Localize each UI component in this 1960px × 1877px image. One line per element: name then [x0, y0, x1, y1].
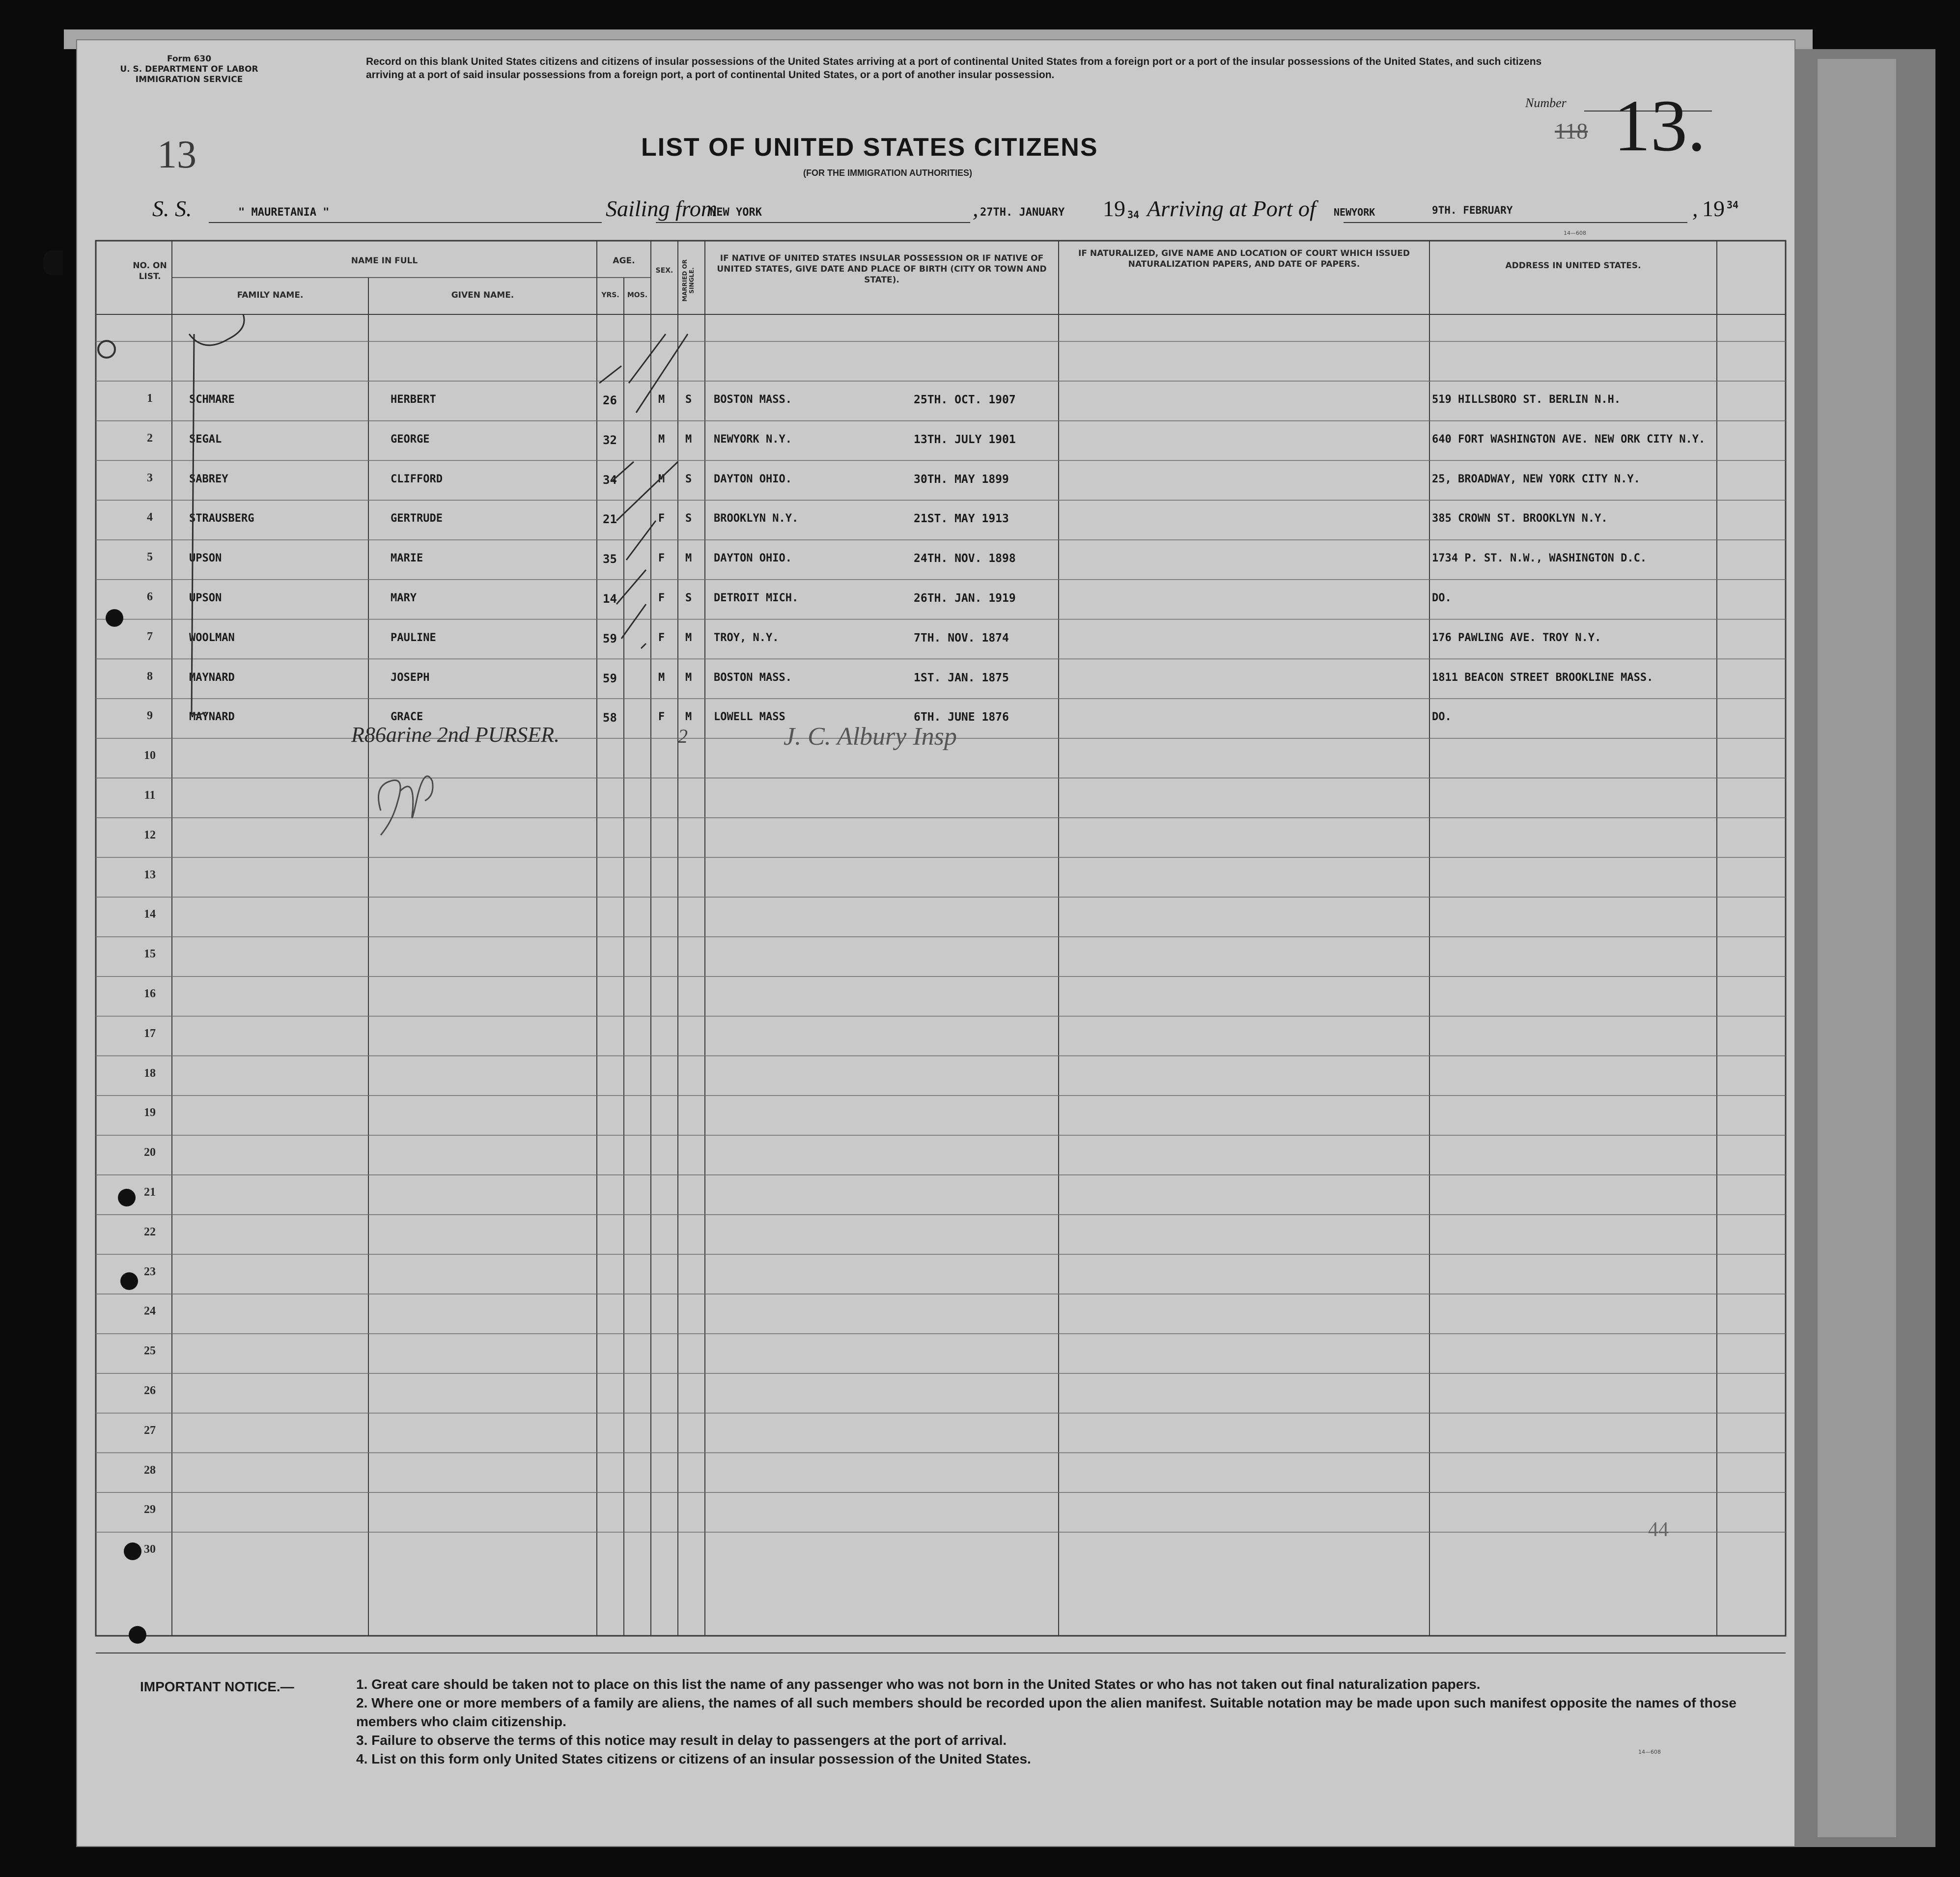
row-number: 29	[144, 1503, 156, 1516]
crossed-number: 118	[1555, 118, 1588, 143]
cell-date: 21ST. MAY 1913	[914, 512, 1009, 526]
cell-age: 59	[603, 631, 617, 645]
cell-age: 35	[603, 552, 617, 566]
form-service: IMMIGRATION SERVICE	[135, 75, 243, 84]
cell-address: 25, BROADWAY, NEW YORK CITY N.Y.	[1432, 473, 1640, 485]
row-number: 18	[144, 1066, 156, 1080]
row-number: 13	[144, 868, 156, 881]
punch-hole-4	[120, 1272, 138, 1290]
cell-age: 34	[603, 473, 617, 487]
row-number: 24	[144, 1305, 156, 1318]
sailing-year-prefix: 19	[1103, 196, 1125, 221]
punch-hole-1	[97, 340, 116, 359]
cell-date: 6TH. JUNE 1876	[914, 711, 1009, 724]
arrival-date: 9TH. FEBRUARY	[1432, 204, 1513, 216]
cell-family: WOOLMAN	[189, 631, 235, 644]
row-number: 3	[147, 471, 153, 484]
cell-place: BOSTON MASS.	[714, 671, 792, 684]
cell-sex: F	[658, 711, 665, 724]
row-number: 16	[144, 987, 156, 1000]
cell-family: UPSON	[189, 552, 222, 565]
cell-date: 30TH. MAY 1899	[914, 473, 1009, 486]
cell-age: 26	[603, 393, 617, 407]
form-department: U. S. DEPARTMENT OF LABOR	[120, 64, 258, 74]
cell-age: 59	[603, 671, 617, 685]
cell-ms: M	[685, 711, 692, 724]
cell-age: 21	[603, 512, 617, 527]
cell-date: 26TH. JAN. 1919	[914, 592, 1016, 605]
cell-sex: M	[658, 433, 665, 446]
cell-age: 58	[603, 711, 617, 725]
col-header-family: FAMILY NAME.	[237, 290, 304, 300]
row-number: 9	[147, 709, 153, 723]
cell-given: MARIE	[391, 552, 423, 565]
cell-given: GEORGE	[391, 433, 430, 446]
row-number: 30	[144, 1543, 156, 1556]
cell-ms: M	[685, 631, 692, 644]
cell-family: UPSON	[189, 592, 222, 604]
row-number: 1	[147, 392, 153, 405]
comma-1: ,	[973, 196, 979, 221]
cell-sex: F	[658, 592, 665, 604]
cell-given: CLIFFORD	[391, 473, 443, 485]
cell-address: 1734 P. ST. N.W., WASHINGTON D.C.	[1432, 552, 1647, 565]
punch-hole-3	[118, 1189, 136, 1206]
cell-family: MAYNARD	[189, 671, 235, 684]
manifest-sheet	[76, 39, 1795, 1847]
cell-family: MAYNARD	[189, 711, 235, 724]
notice-item: 4. List on this form only United States citizens or citizens of an insular possession of the United States.	[356, 1751, 1031, 1766]
col-header-age: AGE.	[613, 256, 635, 266]
notice-heading: IMPORTANT NOTICE.—	[140, 1679, 294, 1694]
notice-items	[356, 1660, 1795, 1768]
row-number: 6	[147, 590, 153, 603]
cell-place: TROY, N.Y.	[714, 631, 779, 644]
manifest-number: 13.	[1614, 85, 1706, 167]
ship-name: " MAURETANIA "	[238, 206, 330, 219]
cell-age: 14	[603, 592, 617, 606]
cell-ms: S	[685, 473, 692, 485]
col-header-naturalized: IF NATURALIZED, GIVE NAME AND LOCATION OF COURT WHICH ISSUED NATURALIZATION PAPERS, AND DATE OF PAPERS.	[1078, 249, 1410, 269]
print-code: 14—608	[1564, 230, 1586, 236]
row-number: 11	[144, 789, 156, 802]
row-number: 4	[147, 511, 153, 524]
sailing-label: Sailing from	[606, 196, 718, 221]
family-bracket-mark	[189, 314, 244, 715]
cell-given: GERTRUDE	[391, 512, 443, 525]
cell-given: HERBERT	[391, 393, 436, 406]
row-number: 12	[144, 828, 156, 841]
sailing-date: 27TH. JANUARY	[980, 206, 1065, 219]
row-number: 5	[147, 551, 153, 564]
cell-address: 1811 BEACON STREET BROOKLINE MASS.	[1432, 671, 1653, 684]
cell-place: DAYTON OHIO.	[714, 552, 792, 565]
punch-hole-7	[43, 251, 63, 275]
arrival-port: NEWYORK	[1334, 206, 1375, 218]
cell-date: 7TH. NOV. 1874	[914, 631, 1009, 644]
purser-initial-scribble	[371, 756, 440, 845]
sailing-port: NEW YORK	[710, 206, 762, 219]
ss-label: S. S.	[152, 196, 192, 221]
row-number: 19	[144, 1106, 156, 1120]
col-header-name-full: NAME IN FULL	[351, 256, 418, 266]
cell-date: 1ST. JAN. 1875	[914, 671, 1009, 684]
col-header-given: GIVEN NAME.	[451, 290, 514, 300]
cell-sex: M	[658, 473, 665, 485]
sailing-year: 34	[1127, 209, 1140, 221]
margin-mark: 13	[157, 133, 196, 176]
inspector-initials-mark: 2	[678, 725, 688, 747]
cell-place: NEWYORK N.Y.	[714, 433, 792, 446]
arrival-year-prefix: 19	[1702, 196, 1725, 221]
cell-given: MARY	[391, 592, 417, 604]
col-header-married: MARRIED OR SINGLE.	[681, 259, 695, 302]
cell-address: DO.	[1432, 592, 1452, 604]
number-label: Number	[1525, 96, 1567, 110]
cell-place: LOWELL MASS	[714, 711, 785, 724]
notice-code: 14—608	[1638, 1749, 1661, 1755]
page-note: 44	[1648, 1518, 1669, 1541]
row-number: 20	[144, 1146, 156, 1159]
cell-place: DETROIT MICH.	[714, 592, 799, 604]
col-header-address: ADDRESS IN UNITED STATES.	[1505, 261, 1641, 271]
col-header-no: NO. ON LIST.	[133, 261, 167, 281]
cell-given: GRACE	[391, 711, 423, 724]
col-header-sex: SEX.	[655, 267, 673, 275]
row-number: 28	[144, 1463, 156, 1477]
cell-age: 32	[603, 433, 617, 447]
cell-sex: M	[658, 671, 665, 684]
punch-hole-6	[129, 1626, 146, 1644]
notice-item: 3. Failure to observe the terms of this notice may result in delay to passengers at the port of arrival.	[356, 1733, 1007, 1748]
row-number: 8	[147, 670, 153, 683]
cell-address: 176 PAWLING AVE. TROY N.Y.	[1432, 631, 1601, 644]
check-mark-2	[612, 462, 678, 560]
check-marks	[76, 39, 1795, 1847]
cell-given: JOSEPH	[391, 671, 430, 684]
form-number: Form 630	[167, 54, 212, 64]
cell-family: SABREY	[189, 473, 228, 485]
check-mark-1	[599, 334, 688, 413]
cell-ms: M	[685, 671, 692, 684]
cell-family: STRAUSBERG	[189, 512, 254, 525]
cell-family: SEGAL	[189, 433, 222, 446]
cell-sex: M	[658, 393, 665, 406]
row-number: 23	[144, 1265, 156, 1278]
arrival-year: 34	[1727, 199, 1739, 211]
cell-ms: M	[685, 433, 692, 446]
purser-signature: R86arine 2nd PURSER.	[351, 723, 560, 747]
inspector-signature: J. C. Albury Insp	[784, 723, 957, 751]
check-mark-3	[616, 570, 646, 648]
row-number: 21	[144, 1186, 156, 1199]
notice-item: 1. Great care should be taken not to place on this list the name of any passenger who was not born in the United States or who has not taken out final naturalization papers.	[356, 1677, 1481, 1692]
cell-address: 385 CROWN ST. BROOKLYN N.Y.	[1432, 512, 1608, 525]
comma-2: ,	[1692, 196, 1698, 221]
cell-place: DAYTON OHIO.	[714, 473, 792, 485]
notice-item: 2. Where one or more members of a family are aliens, the names of all such members should be recorded upon the alien manifest. Suitable notation may be made upon such manifest opposite the names of those members who claim citizenship.	[356, 1695, 1736, 1729]
cell-ms: S	[685, 592, 692, 604]
cell-date: 24TH. NOV. 1898	[914, 552, 1016, 565]
row-number: 22	[144, 1225, 156, 1238]
page-subtitle: (FOR THE IMMIGRATION AUTHORITIES)	[803, 168, 972, 178]
cell-family: SCHMARE	[189, 393, 235, 406]
cell-ms: M	[685, 552, 692, 565]
cell-given: PAULINE	[391, 631, 436, 644]
row-number: 14	[144, 908, 156, 921]
cell-place: BOSTON MASS.	[714, 393, 792, 406]
cell-address: DO.	[1432, 711, 1452, 724]
cell-date: 25TH. OCT. 1907	[914, 393, 1016, 406]
col-header-mos: MOS.	[627, 291, 648, 299]
cell-sex: F	[658, 552, 665, 565]
back-sheet-edge	[1818, 59, 1896, 1837]
col-header-yrs: YRS.	[601, 291, 619, 299]
row-number: 25	[144, 1345, 156, 1358]
row-number: 26	[144, 1384, 156, 1397]
cell-ms: S	[685, 393, 692, 406]
cell-ms: S	[685, 512, 692, 525]
cell-sex: F	[658, 512, 665, 525]
punch-hole-5	[124, 1542, 141, 1560]
form-instruction: Record on this blank United States citizens and citizens of insular possessions of the United States arriving at a port of continental United States from a foreign port or a port of the insular possessions of the United States, and such citizens arriving at a port of said insular possessions from a foreign port, a port of continental United States, or a port of another insular possession.	[366, 56, 1542, 81]
cell-date: 13TH. JULY 1901	[914, 433, 1016, 446]
row-number: 27	[144, 1424, 156, 1437]
cell-address: 519 HILLSBORO ST. BERLIN N.H.	[1432, 393, 1621, 406]
row-number: 10	[144, 749, 156, 762]
cell-place: BROOKLYN N.Y.	[714, 512, 799, 525]
col-header-birth: IF NATIVE OF UNITED STATES INSULAR POSSESSION OR IF NATIVE OF UNITED STATES, GIVE DATE AND PLACE OF BIRTH (CITY OR TOWN AND STATE).	[717, 253, 1047, 285]
cell-sex: F	[658, 631, 665, 644]
punch-hole-2	[106, 609, 123, 627]
row-number: 7	[147, 630, 153, 643]
arriving-label: Arriving at Port of	[1147, 196, 1316, 221]
row-number: 17	[144, 1027, 156, 1040]
row-number: 15	[144, 948, 156, 961]
page-title: LIST OF UNITED STATES CITIZENS	[641, 133, 1098, 162]
row-number: 2	[147, 431, 153, 445]
cell-address: 640 FORT WASHINGTON AVE. NEW ORK CITY N.Y.	[1432, 433, 1706, 446]
